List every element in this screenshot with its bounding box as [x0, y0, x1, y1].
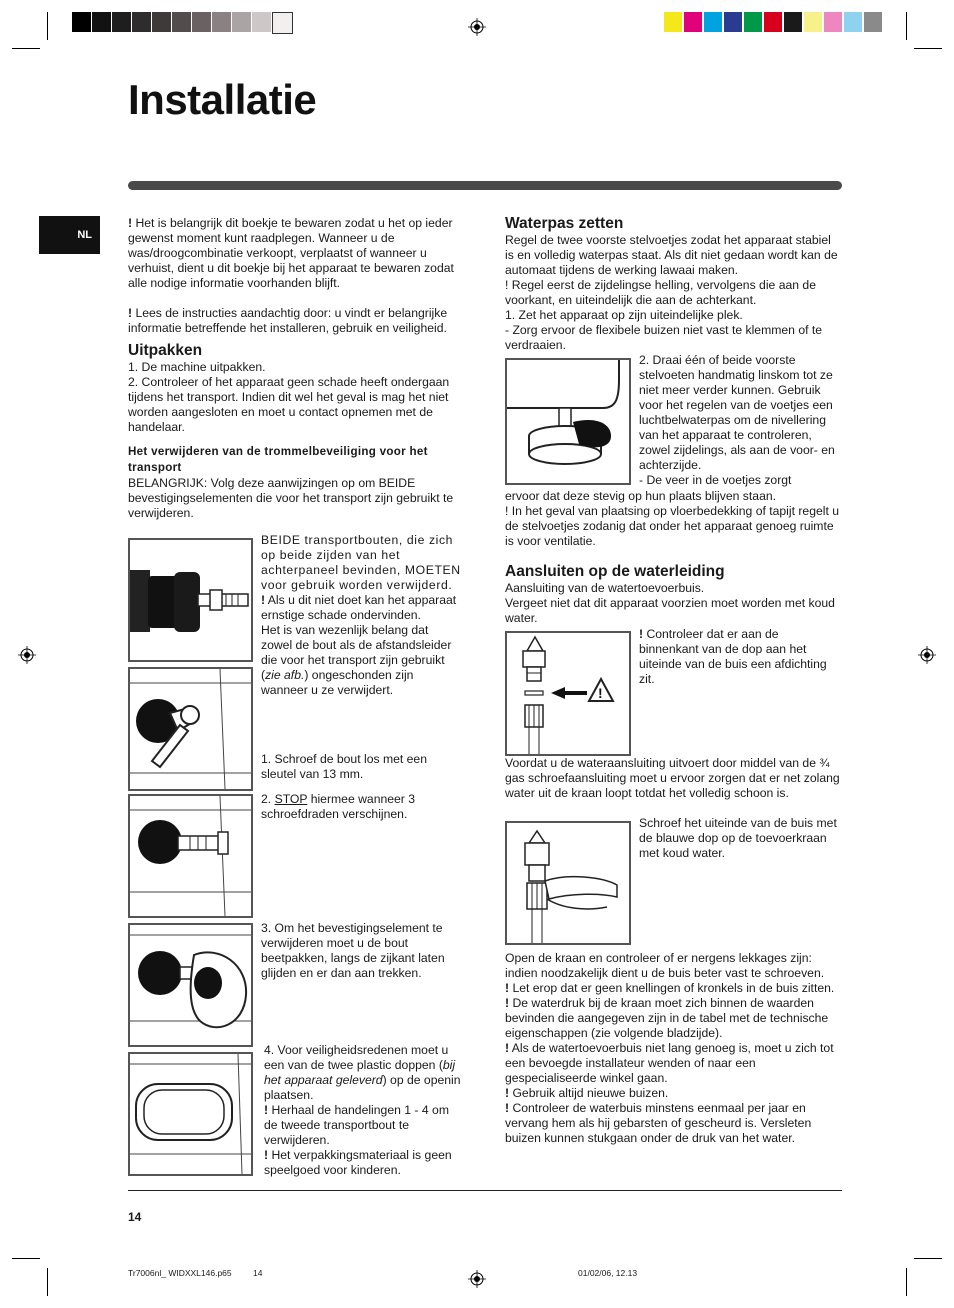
- page-title: Installatie: [128, 76, 317, 123]
- figure-wrench: [128, 667, 253, 791]
- footer-page: 14: [253, 1268, 263, 1278]
- left-column: [128, 216, 468, 521]
- step-2-text: 2. STOP hiermee wanneer 3 schroefdraden verschijnen.: [261, 792, 416, 821]
- color-swatch: [804, 12, 822, 32]
- figure-1-text: BEIDE transportbouten, die zich op beide zijden van het achterpaneel bevinden, MOETEN voor gebruik worden verwijderd. ! Als u dit niet doet kan het apparaat ernstige schade ondervinden. Het is van wezenlijk belang dat zowel de bout als de afstandsleider die voor het transport zijn gebruikt (zie afb.) ongeschonden zijn wanneer u ze verwijdert.: [261, 533, 461, 697]
- figure-transport-bolt: [128, 538, 253, 662]
- figure-bolt-removal: [128, 923, 253, 1047]
- right-column-mid: ervoor dat deze stevig op hun plaats blijven staan. ! In het geval van plaatsing op vloerbedekking of tapijt regelt u de stelvoetjes zodanig dat onder het apparaat genoeg ruimte is voor ventilatie. Aansluiten op de waterleiding Aansluiting van de watertoevoerbuis. Vergeet niet dat dit apparaat voorzien moet worden met koud water.: [505, 489, 842, 626]
- registration-mark-icon: [18, 646, 36, 664]
- trommel-heading: Het verwijderen van de trommelbeveiliging voor het transport: [128, 445, 428, 474]
- figure-hose-seal: [505, 631, 631, 756]
- step-3-text: 3. Om het bevestigingselement te verwijderen moet u de bout beetpakken, langs de zijkant laten glijden en er dan aan trekken.: [261, 921, 445, 980]
- color-swatch: [704, 12, 722, 32]
- waterpas-heading: Waterpas zetten: [505, 215, 624, 232]
- gray-swatch: [192, 12, 211, 32]
- figure-tap-connection: [505, 821, 631, 945]
- gray-swatch: [232, 12, 251, 32]
- gray-swatch: [92, 12, 111, 32]
- transport-bolt-illustration: [130, 540, 251, 660]
- registration-mark-icon: [918, 646, 936, 664]
- svg-text:!: !: [598, 685, 603, 701]
- title-divider: [128, 181, 842, 190]
- color-swatch: [684, 12, 702, 32]
- footer-date: 01/02/06, 12.13: [578, 1268, 638, 1278]
- figure-plastic-cap: [128, 1052, 253, 1176]
- registration-mark-icon: [468, 1270, 486, 1288]
- gray-swatch: [112, 12, 131, 32]
- plastic-cap-illustration: [130, 1054, 251, 1174]
- gray-swatch: [252, 12, 271, 32]
- uitpakken-heading: Uitpakken: [128, 342, 203, 359]
- belangrijk-paragraph: BELANGRIJK: Volg deze aanwijzingen op om BEIDE bevestigingselementen die voor het transport zijn gebruikt te verwijderen.: [128, 476, 454, 520]
- step-1-text: 1. Schroef de bout los met een sleutel van 13 mm.: [261, 752, 427, 781]
- registration-mark-icon: [468, 18, 486, 36]
- footer-divider: [128, 1190, 842, 1191]
- color-swatch: [764, 12, 782, 32]
- color-swatch: [724, 12, 742, 32]
- intro-paragraph-2: ! Lees de instructies aandachtig door: u vindt er belangrijke informatie betreffende het installeren, gebruik en veiligheid.: [128, 306, 448, 335]
- hose-seal-illustration: [507, 633, 629, 754]
- color-swatch: [784, 12, 802, 32]
- color-swatch: [864, 12, 882, 32]
- tap-connection-text: Schroef het uiteinde van de buis met de blauwe dop op de toevoerkraan met koud water.: [639, 816, 837, 860]
- color-swatch: [744, 12, 762, 32]
- color-swatch: [824, 12, 842, 32]
- leveling-foot-illustration: [507, 360, 629, 483]
- wrench-illustration: [130, 669, 251, 789]
- gray-swatch: [72, 12, 91, 32]
- gray-swatch: [172, 12, 191, 32]
- intro-paragraph-1: ! Het is belangrijk dit boekje te bewaren zodat u het op ieder gewenst moment kunt raadplegen. Wanneer u de was/droogcombinatie verkoopt, verplaatst of wanneer u verhuist, dient u dit boekje bij het apparaat te bewaren zodat alle nodige informatie voorhanden blijft.: [128, 216, 454, 290]
- tap-connection-illustration: [507, 823, 629, 943]
- bolt-loosened-illustration: [130, 796, 251, 916]
- step-4-text: 4. Voor veiligheidsredenen moet u een van de twee plastic doppen (bij het apparaat geleverd) op de openin plaatsen. ! Herhaal de handelingen 1 - 4 om de tweede transportbout te verwijderen. ! Het verpakkingsmateriaal is geen speelgoed voor kinderen.: [264, 1043, 461, 1177]
- language-tab: NL: [39, 216, 100, 254]
- leveling-foot-text: 2. Draai één of beide voorste stelvoeten handmatig linskom tot ze niet meer verder kunnen. Gebruik voor het regelen van de voetjes een luchtbelwaterpas om de nivellering van het apparaat te controleren, zowel zijdelings, als aan de voor- en achterzijde. - De veer in de voetjes zorgt: [639, 353, 835, 487]
- right-column-bottom: Open de kraan en controleer of er nergens lekkages zijn: indien noodzakelijk dient u de buis beter vast te schroeven. ! Let erop dat er geen knellingen of kronkels in de buis zitten. ! De waterdruk bij de kraan moet zich binnen de waarden bevinden die aangegeven zijn in de tabel met de technische eigenschappen (zie volgende bladzijde). ! Als de watertoevoerbuis niet lang genoeg is, moet u zich tot een bevoegde installateur wenden of naar een gespecialiseerde winkel gaan. ! Gebruik altijd nieuwe buizen. ! Controleer de waterbuis minstens eenmaal per jaar en vervang hem als hij gebarsten of gescheurd is. Versleten buizen kunnen stukgaan onder de druk van het water.: [505, 951, 835, 1145]
- footer-filename: Tr7006nl_ WIDXXL146.p65: [128, 1268, 232, 1278]
- gas-connection-text: Voordat u de wateraansluiting uitvoert door middel van de ¾ gas schroefaansluiting moet u ervoor zorgen dat er net zolang water uit de kraan loopt totdat het volledig schoon is.: [505, 756, 840, 800]
- color-swatch: [664, 12, 682, 32]
- gray-swatch: [212, 12, 231, 32]
- right-column-top: Waterpas zetten Regel de twee voorste stelvoetjes zodat het apparaat stabiel is en volledig waterpas staat. Als dit niet gedaan wordt kan de automaat tijdens de werking lawaai maken. ! Regel eerst de zijdelingse helling, vervolgens die aan de voorkant, en uiteindelijk die aan de achterkant. 1. Zet het apparaat op zijn uiteindelijke plek. - Zorg ervoor de flexibele buizen niet vast te klemmen of te verdraaien.: [505, 215, 842, 353]
- hose-seal-text: ! Controleer dat er aan de binnenkant van de dop aan het uiteinde van de buis een afdichting zit.: [639, 627, 827, 686]
- uitpakken-step-2: 2. Controleer of het apparaat geen schade heeft ondergaan tijdens het transport. Indien dit wel het geval is mag het niet worden aangesloten en moet u contact opnemen met de handelaar.: [128, 375, 450, 434]
- page-number: 14: [128, 1210, 142, 1224]
- gray-swatch: [132, 12, 151, 32]
- gray-swatch: [272, 12, 293, 34]
- uitpakken-step-1: 1. De machine uitpakken.: [128, 360, 266, 374]
- color-swatch: [844, 12, 862, 32]
- aansluiten-heading: Aansluiten op de waterleiding: [505, 563, 725, 580]
- figure-bolt-loosened: [128, 794, 253, 918]
- bolt-removal-illustration: [130, 925, 251, 1045]
- gray-swatch: [152, 12, 171, 32]
- figure-leveling-foot: [505, 358, 631, 485]
